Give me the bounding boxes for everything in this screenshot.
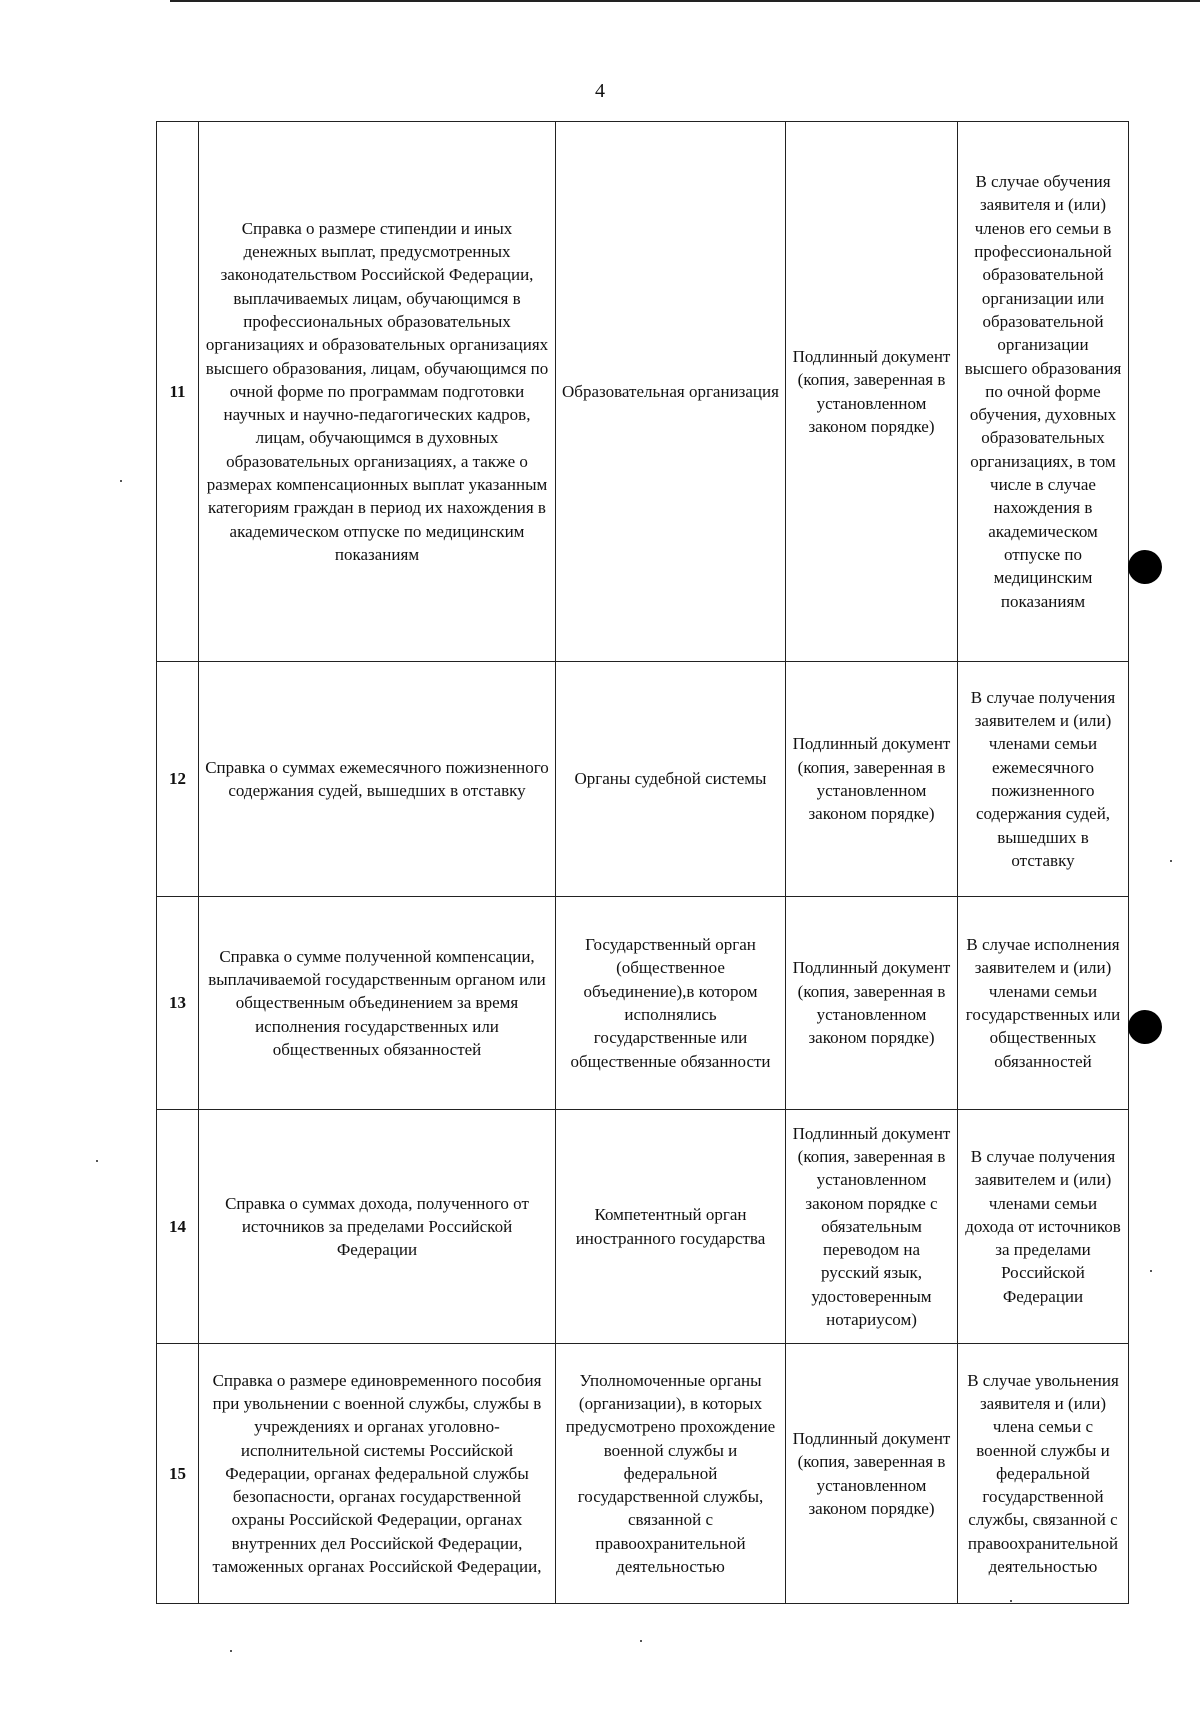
row-number: 14 — [157, 1110, 199, 1344]
scan-speck — [1010, 1600, 1012, 1602]
top-border-line — [170, 0, 1200, 2]
condition-cell: В случае исполнения заявителем и (или) членами семьи государственных или общественных обязанностей — [958, 897, 1129, 1110]
page-number: 4 — [595, 80, 605, 102]
document-form-cell: Подлинный документ (копия, заверенная в установленном законом порядке) — [786, 1344, 958, 1604]
document-name-cell: Справка о размере единовременного пособия при увольнении с военной службы, службы в учреждениях и органах уголовно-исполнительной системы Российской Федерации, органах федеральной службы безопасности, органах государственной охраны Российской Федерации, органах внутренних дел Российской Федерации, таможенных органах Российской Федерации, — [199, 1344, 556, 1604]
scan-speck — [640, 1640, 642, 1642]
scan-speck — [1170, 860, 1172, 862]
document-name-cell: Справка о размере стипендии и иных денежных выплат, предусмотренных законодательством Российской Федерации, выплачиваемых лицам, обучающимся в профессиональных образовательных организациях и образовательных организациях высшего образования, лицам, обучающимся по очной форме по программам подготовки научных и научно-педагогических кадров, лицам, обучающимся в духовных образовательных организациях, а также о размерах компенсационных выплат указанным категориям граждан в период их нахождения в академическом отпуске по медицинским показаниям — [199, 122, 556, 662]
document-name-cell: Справка о сумме полученной компенсации, выплачиваемой государственным органом или общественным объединением за время исполнения государственных или общественных обязанностей — [199, 897, 556, 1110]
scan-speck — [230, 1650, 232, 1652]
table-row — [157, 662, 1129, 897]
documents-table — [156, 121, 1129, 1604]
scan-speck — [96, 1160, 98, 1162]
document-form-cell: Подлинный документ (копия, заверенная в установленном законом порядке) — [786, 122, 958, 662]
table-row — [157, 122, 1129, 662]
scan-speck — [1150, 1270, 1152, 1272]
row-number: 12 — [157, 662, 199, 897]
document-form-cell: Подлинный документ (копия, заверенная в установленном законом порядке) — [786, 662, 958, 897]
issuer-cell: Государственный орган (общественное объединение),в котором исполнялись государственные или общественные обязанности — [556, 897, 786, 1110]
document-form-cell: Подлинный документ (копия, заверенная в установленном законом порядке) — [786, 897, 958, 1110]
condition-cell: В случае получения заявителем и (или) членами семьи ежемесячного пожизненного содержания судей, вышедших в отставку — [958, 662, 1129, 897]
scan-speck — [120, 480, 122, 482]
row-number: 15 — [157, 1344, 199, 1604]
issuer-cell: Компетентный орган иностранного государства — [556, 1110, 786, 1344]
issuer-cell: Образовательная организация — [556, 122, 786, 662]
table-row — [157, 1110, 1129, 1344]
document-form-cell: Подлинный документ (копия, заверенная в установленном законом порядке с обязательным переводом на русский язык, удостоверенным нотариусом) — [786, 1110, 958, 1344]
punch-hole-mark — [1128, 550, 1162, 584]
condition-cell: В случае обучения заявителя и (или) членов его семьи в профессиональной образовательной организации или образовательной организации высшего образования по очной форме обучения, духовных образовательных организациях, в том числе в случае нахождения в академическом отпуске по медицинским показаниям — [958, 122, 1129, 662]
document-name-cell: Справка о суммах дохода, полученного от источников за пределами Российской Федерации — [199, 1110, 556, 1344]
condition-cell: В случае получения заявителем и (или) членами семьи дохода от источников за пределами Российской Федерации — [958, 1110, 1129, 1344]
punch-hole-mark — [1128, 1010, 1162, 1044]
document-name-cell: Справка о суммах ежемесячного пожизненного содержания судей, вышедших в отставку — [199, 662, 556, 897]
table-row — [157, 1344, 1129, 1604]
row-number: 13 — [157, 897, 199, 1110]
issuer-cell: Уполномоченные органы (организации), в которых предусмотрено прохождение военной службы и федеральной государственной службы, связанной с правоохранительной деятельностью — [556, 1344, 786, 1604]
table-row — [157, 897, 1129, 1110]
condition-cell: В случае увольнения заявителя и (или) члена семьи с военной службы и федеральной государственной службы, связанной с правоохранительной деятельностью — [958, 1344, 1129, 1604]
row-number: 11 — [157, 122, 199, 662]
issuer-cell: Органы судебной системы — [556, 662, 786, 897]
